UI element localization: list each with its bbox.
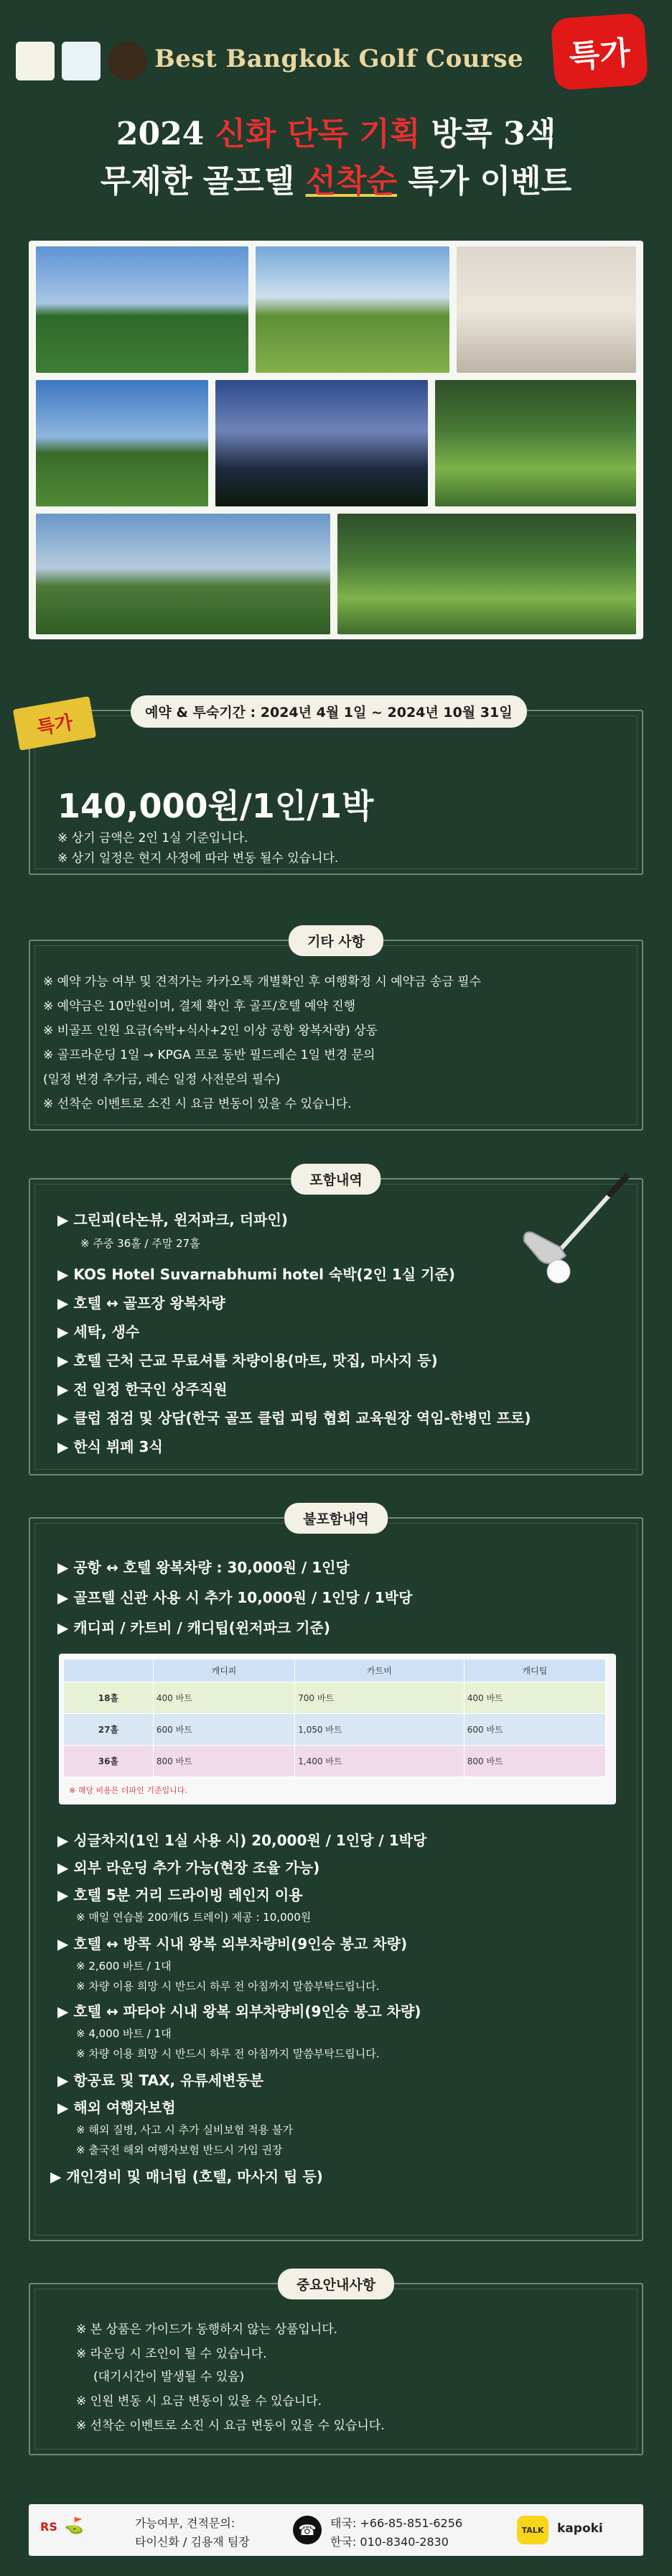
golf-course-photo: [36, 380, 208, 506]
list-item: ※ 매일 연습볼 200개(5 트레이) 제공 : 10,000원: [76, 1911, 312, 1924]
partner-logo-3: [108, 42, 146, 80]
included-section: [29, 1172, 643, 1475]
list-item: ※ 해외 질병, 사고 시 추가 실비보험 적용 불가: [76, 2123, 293, 2136]
table-header: 캐디피: [153, 1659, 294, 1682]
contact-footer: [29, 2504, 643, 2556]
table-note: ※ 해당 비용은 더파인 기준입니다.: [69, 1786, 187, 1795]
section-title: 중요안내사항: [278, 2269, 394, 2299]
table-header: [64, 1659, 154, 1682]
header: [0, 0, 672, 216]
table-row: [64, 1746, 606, 1777]
special-deal-badge: 특가: [551, 13, 649, 91]
table-cell: 600 바트: [464, 1714, 605, 1746]
list-item: (대기시간이 발생될 수 있음): [93, 2370, 245, 2384]
table-row: [64, 1714, 606, 1746]
price: 140,000원/1인/1박: [57, 787, 374, 825]
list-item: ※ 비골프 인원 요금(숙박+식사+2인 이상 공항 왕복차량) 상동: [43, 1024, 378, 1038]
price-note: ※ 상기 금액은 2인 1실 기준입니다.: [57, 831, 248, 845]
list-item: ※ 인원 변동 시 요금 변동이 있을 수 있습니다.: [76, 2394, 322, 2409]
partner-logo-1: [16, 42, 55, 80]
headline-highlight: 신화 단독 기획: [215, 116, 421, 152]
korea-phone[interactable]: 한국: 010-8340-2830: [330, 2535, 449, 2549]
list-item: ▶ 호텔 ↔ 골프장 왕복차량: [57, 1294, 225, 1312]
list-item: ※ 선착순 이벤트로 소진 시 요금 변동이 있을 수 있습니다.: [76, 2419, 385, 2433]
photo-gallery: [29, 241, 643, 639]
partner-logo-2: [62, 42, 101, 80]
table-header: 캐디팁: [464, 1659, 605, 1682]
list-item: ※ 주중 36홀 / 주말 27홀: [80, 1237, 200, 1250]
section-title: 포함내역: [291, 1164, 381, 1195]
hotel-room-photo: [457, 246, 636, 373]
list-item: ▶ 싱글차지(1인 1실 사용 시) 20,000원 / 1인당 / 1박당: [57, 1832, 427, 1849]
list-item: ▶ 호텔 ↔ 방콕 시내 왕복 외부차량비(9인승 봉고 차량): [57, 1935, 408, 1952]
golf-club-icon: [518, 1172, 640, 1287]
table-header: 카트비: [295, 1659, 465, 1682]
list-item: ▶ 한식 뷔페 3식: [57, 1438, 163, 1455]
brand-name: Best Bangkok Golf Course: [154, 45, 524, 73]
kakao-id[interactable]: kapoki: [557, 2521, 603, 2536]
booking-period: 예약 & 투숙기간 : 2024년 4월 1일 ~ 2024년 10월 31일: [131, 695, 527, 728]
golf-course-photo: [256, 246, 449, 373]
list-item: ▶ 전 일정 한국인 상주직원: [57, 1381, 228, 1398]
table-header-row: [64, 1659, 606, 1682]
golf-course-photo: [36, 514, 330, 634]
agency-logo: RS ⛳: [40, 2517, 85, 2535]
table-cell: 800 바트: [153, 1746, 294, 1777]
table-cell: 36홀: [64, 1746, 154, 1777]
contact-label: 가능여부, 견적문의:: [135, 2516, 235, 2530]
table-cell: 700 바트: [295, 1682, 465, 1714]
fee-table: [63, 1659, 606, 1777]
list-item: ※ 선착순 이벤트로 소진 시 요금 변동이 있을 수 있습니다.: [43, 1097, 352, 1111]
table-cell: 600 바트: [153, 1714, 294, 1746]
list-item: ▶ 캐디피 / 카트비 / 캐디팁(윈저파크 기준): [57, 1619, 330, 1636]
golf-course-photo: [337, 514, 636, 634]
table-cell: 800 바트: [464, 1746, 605, 1777]
table-cell: 27홀: [64, 1714, 154, 1746]
table-cell: 1,050 바트: [295, 1714, 465, 1746]
list-item: ▶ 호텔 근처 근교 무료셔틀 차량이용(마트, 맛집, 마사지 등): [57, 1352, 438, 1369]
golf-course-photo: [435, 380, 636, 506]
list-item: ※ 본 상품은 가이드가 동행하지 않는 상품입니다.: [76, 2322, 338, 2337]
table-cell: 400 바트: [464, 1682, 605, 1714]
phone-icon: ☎: [293, 2516, 322, 2544]
list-item: ※ 라운딩 시 조인이 될 수 있습니다.: [76, 2347, 267, 2361]
golfer-icon: ⛳: [64, 2517, 85, 2535]
section-title: 불포함내역: [284, 1503, 388, 1534]
price-note: ※ 상기 일정은 현지 사정에 따라 변동 될수 있습니다.: [57, 851, 339, 866]
list-item: ※ 예약 가능 여부 및 견적가는 카카오톡 개별확인 후 여행확정 시 예약금 송금 필수: [43, 975, 481, 989]
list-item: ▶ 세탁, 생수: [57, 1323, 140, 1340]
notice-section: [29, 2277, 643, 2455]
table-cell: 18홀: [64, 1682, 154, 1714]
list-item: (일정 변경 추가금, 레슨 일정 사전문의 필수): [43, 1072, 281, 1087]
section-title: 기타 사항: [289, 925, 383, 956]
hotel-exterior-photo: [215, 380, 428, 506]
list-item: ▶ 항공료 및 TAX, 유류세변동분: [57, 2072, 264, 2089]
excluded-section: [29, 1511, 643, 2241]
list-item: ※ 차량 이용 희망 시 반드시 하루 전 아침까지 말씀부탁드립니다.: [76, 2047, 380, 2060]
list-item: ▶ 공항 ↔ 호텔 왕복차량 : 30,000원 / 1인당: [57, 1559, 350, 1576]
headline-line-2: 무제한 골프텔 선착순 특가 이벤트: [100, 163, 572, 200]
golf-course-photo: [36, 246, 248, 373]
list-item: ▶ 개인경비 및 매너팁 (호텔, 마사지 팁 등): [50, 2168, 323, 2185]
thai-phone[interactable]: 태국: +66-85-851-6256: [330, 2516, 463, 2530]
list-item: ※ 차량 이용 희망 시 반드시 하루 전 아침까지 말씀부탁드립니다.: [76, 1980, 380, 1993]
contact-names: 타이신화 / 김용재 팀장: [135, 2535, 250, 2549]
list-item: ※ 골프라운딩 1일 → KPGA 프로 동반 필드레슨 1일 변경 문의: [43, 1048, 375, 1062]
list-item: ※ 출국전 해외 여행자보험 반드시 가입 권장: [76, 2144, 283, 2156]
logo-group: [16, 42, 146, 80]
list-item: ▶ 호텔 5분 거리 드라이빙 레인지 이용: [57, 1886, 303, 1904]
list-item: ▶ KOS Hotel Suvarnabhumi hotel 숙박(2인 1실 기준): [57, 1266, 455, 1283]
list-item: ※ 2,600 바트 / 1대: [76, 1960, 172, 1973]
etc-section: [29, 934, 643, 1131]
list-item: ※ 예약금은 10만원이며, 결제 확인 후 골프/호텔 예약 진행: [43, 999, 356, 1014]
list-item: ▶ 외부 라운딩 추가 가능(현장 조율 가능): [57, 1859, 320, 1876]
pricing-section: [29, 705, 643, 875]
table-cell: 400 바트: [153, 1682, 294, 1714]
special-ribbon: 특가: [13, 696, 96, 751]
list-item: ※ 4,000 바트 / 1대: [76, 2027, 172, 2040]
list-item: ▶ 클럽 점검 및 상담(한국 골프 클럽 피팅 협회 교육원장 역임-한병민 프로): [57, 1409, 531, 1427]
list-item: ▶ 그린피(타논뷰, 윈저파크, 더파인): [57, 1211, 288, 1228]
table-row: [64, 1682, 606, 1714]
table-cell: 1,400 바트: [295, 1746, 465, 1777]
list-item: ▶ 호텔 ↔ 파타야 시내 왕복 외부차량비(9인승 봉고 차량): [57, 2003, 421, 2020]
list-item: ▶ 해외 여행자보험: [57, 2099, 176, 2116]
kakaotalk-icon: TALK: [517, 2516, 549, 2544]
headline-line-1: 2024 신화 단독 기획 방콕 3색: [116, 116, 556, 152]
list-item: ▶ 골프텔 신관 사용 시 추가 10,000원 / 1인당 / 1박당: [57, 1589, 413, 1606]
headline-first-come: 선착순: [305, 163, 398, 200]
